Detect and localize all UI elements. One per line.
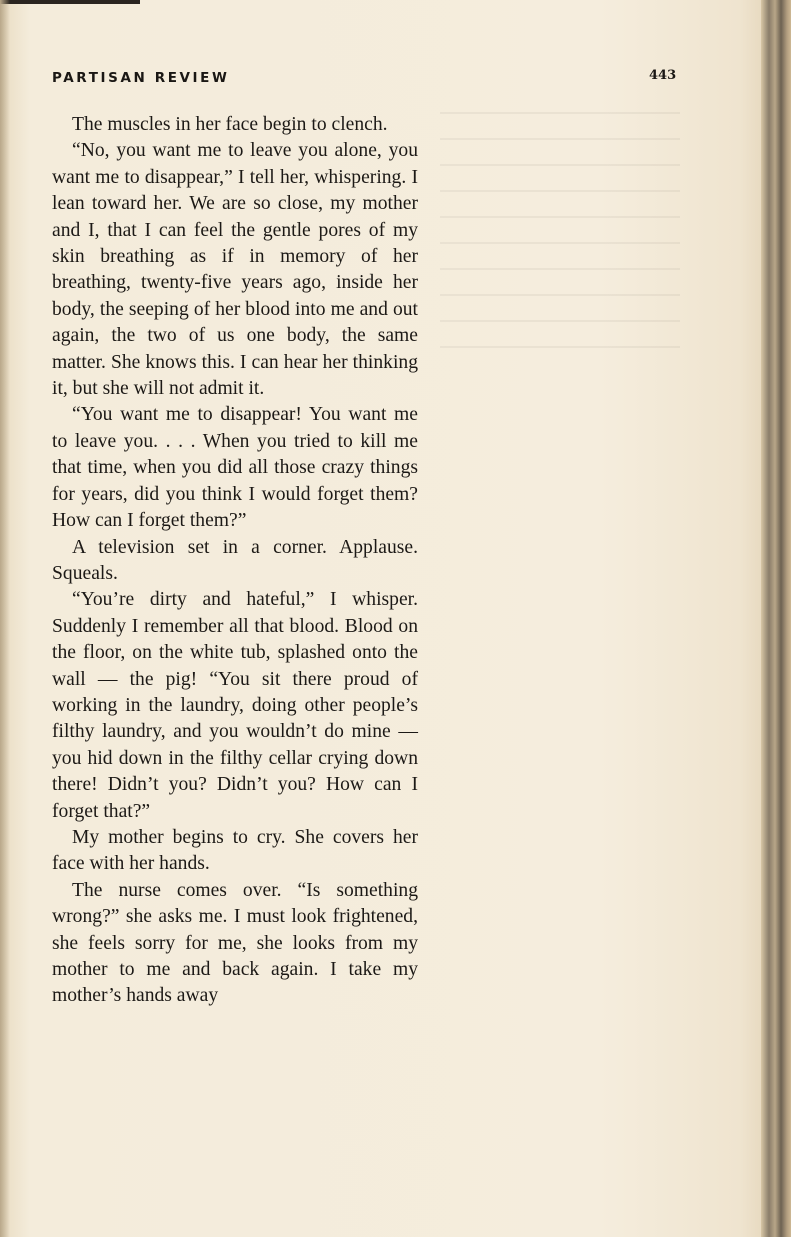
paragraph: “You want me to disappear! You want me to leave you. . . . When you tried to kill me that time, when you did all those crazy things for years, did you think I would forget them? How can I forget them?” [52, 404, 418, 532]
paragraph: A television set in a corner. Applause. Squeals. [52, 536, 418, 584]
scan-shadow-top [0, 0, 140, 4]
paragraph: The muscles in her face begin to clench. [72, 114, 388, 135]
page-number: 443 [649, 68, 677, 83]
paragraph: “You’re dirty and hateful,” I whisper. Suddenly I remember all that blood. Blood on the floor, on the white tub, splashed onto the wall — the pig! “You sit there proud of working in the laundry, doing other people’s filthy laundry, and you wouldn’t do mine — you hid down in the filthy cellar crying down there! Didn’t you? Didn’t you? How can I forget that?” [52, 589, 418, 822]
paragraph: “No, you want me to leave you alone, you want me to disappear,” I tell her, whispering. I lean toward her. We are so close, my mother and I, that I can feel the gentle pores of my skin breathing as if in memory of her breathing, twenty-five years ago, inside her body, the seeping of her blood into me and out again, the two of us one body, the same matter. She knows this. I can hear her thinking it, but she will not admit it. [52, 140, 418, 400]
running-head: PARTISAN REVIEW [52, 70, 230, 86]
page-gutter-shadow [0, 0, 10, 1237]
page-edges-stack [761, 0, 791, 1237]
paragraph: My mother begins to cry. She covers her face with her hands. [52, 826, 418, 875]
show-through-texture [440, 112, 680, 352]
body-text [52, 112, 418, 1010]
paragraph: The nurse comes over. “Is something wrong?” she asks me. I must look frightened, she feels sorry for me, she looks from my mother to me and back again. I take my mother’s hands away [52, 879, 418, 1007]
